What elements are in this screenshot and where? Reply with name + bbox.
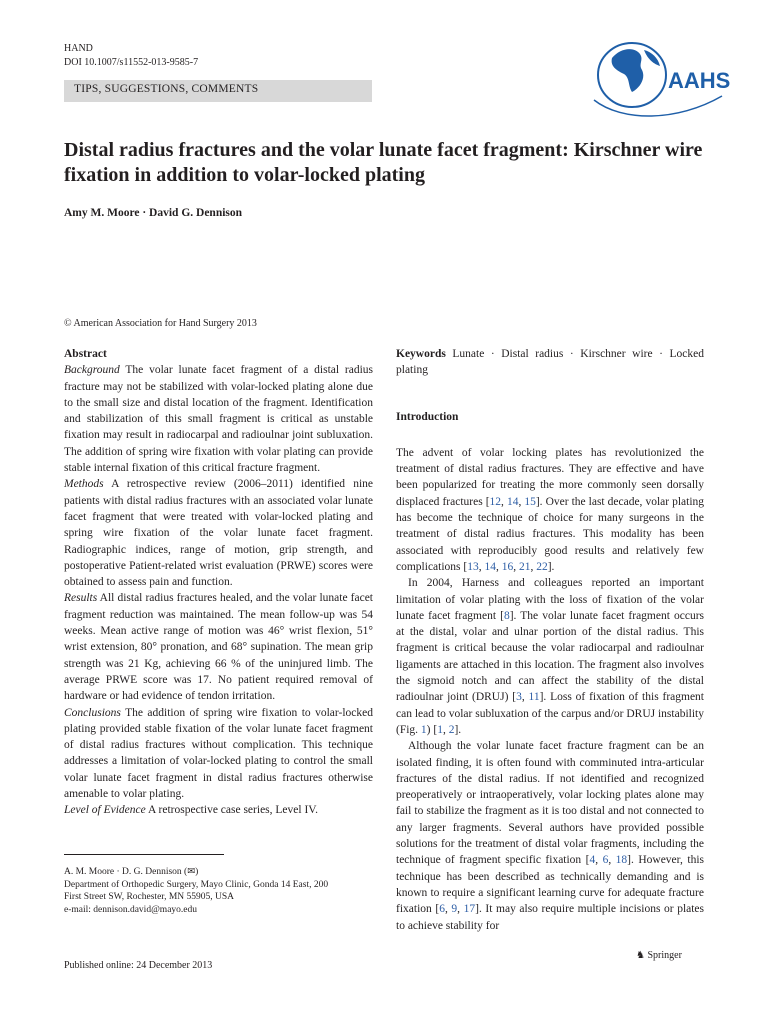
authors: Amy M. Moore · David G. Dennison <box>64 207 243 219</box>
paragraph-text: ) [ <box>426 723 438 736</box>
author-footnote <box>64 866 373 916</box>
citation-link[interactable]: 13 <box>467 560 479 573</box>
citation-link[interactable]: 1 <box>420 723 427 736</box>
journal-name: HAND <box>64 43 93 54</box>
paragraph-text: ]. However, this technique has been described as technically demanding and is known to require a significant learning curve for adequate fracture fixation [ <box>396 854 704 916</box>
paragraph-text: , <box>530 560 537 573</box>
citation-link[interactable]: 12 <box>489 495 502 508</box>
citation-link[interactable]: 4 <box>589 854 596 867</box>
globe-icon <box>582 30 732 125</box>
citation-link[interactable]: 21 <box>518 560 531 573</box>
footnote-dept: Department of Orthopedic Surgery, Mayo Clinic, Gonda 14 East, 200 <box>64 879 329 890</box>
citation-link[interactable]: 16 <box>501 560 514 573</box>
citation-link[interactable]: 14 <box>506 495 519 508</box>
methods-text: A retrospective review (2006–2011) identified nine patients with distal radius fractures with an associated volar lunate facet fragment that were treated with volar-locked plating and spring wire fixation of the volar lunate facet fragment. Radiographic indices, range of motion, grip strength, and postoperative Patient-related wrist evaluation (PRWE) scores were obtained to assess pain and function. <box>64 478 373 589</box>
paragraph-text: , <box>513 560 519 573</box>
published-date: Published online: 24 December 2013 <box>64 960 213 971</box>
intro-heading: Introduction <box>396 410 459 423</box>
paragraph-text: , <box>495 560 502 573</box>
paragraph-text: ]. <box>454 723 462 736</box>
intro-paragraph-1 <box>396 445 704 575</box>
publisher-name: Springer <box>647 950 682 961</box>
citation-link[interactable]: 15 <box>524 495 536 508</box>
logo-text: AAHS <box>668 68 731 93</box>
citation-link[interactable]: 17 <box>463 903 476 916</box>
background-text: The volar lunate facet fragment of a distal radius fracture may not be stabilized with volar-locked plating alone due to the small size and distal location of the fragment. Identification and stabilization of this small fragment is critical as unstable fixation may result in radiocarpal and radioulnar joint subluxation. The addition of spring wire fixation with volar plating can provide stable internal fixation of this critical fracture fragment. <box>64 364 373 475</box>
level-label: Level of Evidence <box>64 804 146 817</box>
citation-link[interactable]: 1 <box>437 723 443 736</box>
intro-paragraph-3 <box>396 738 704 934</box>
citation-link[interactable]: 6 <box>602 854 609 867</box>
aahs-logo <box>582 30 732 125</box>
paragraph-text: ]. Over the last decade, volar plating has become the technique of choice for many surgeons in the treatment of distal radius fractures. This modality has been associated with reproducibly good results and relatively few complications [ <box>396 495 705 573</box>
citation-link[interactable]: 3 <box>516 691 522 704</box>
paragraph-text: , <box>457 903 464 916</box>
citation-link[interactable]: 14 <box>484 560 496 573</box>
footnote-divider <box>64 854 224 855</box>
abstract <box>64 346 373 819</box>
paragraph-text: ]. The volar lunate facet fragment occurs at the distal, volar and ulnar portion of the distal radius. This fragment is critical because the volar radiocarpal and radioulnar ligaments are attached in this location. The fragment also involves the sigmoid notch and can affect the stability of the distal radioulnar joint (DRUJ) [ <box>396 609 704 704</box>
citation-link[interactable]: 22 <box>536 560 548 573</box>
citation-link[interactable]: 8 <box>503 609 510 622</box>
paragraph-text: , <box>521 691 529 704</box>
citation-link[interactable]: 18 <box>615 854 628 867</box>
body-column <box>396 346 704 934</box>
citation-link[interactable]: 9 <box>451 903 458 916</box>
keywords-text: Lunate · Distal radius · Kirschner wire · Locked plating <box>396 348 704 377</box>
background-label: Background <box>64 364 120 377</box>
paragraph-text: , <box>501 495 507 508</box>
conclusions-label: Conclusions <box>64 706 121 719</box>
results-label: Results <box>64 592 98 605</box>
citation-link[interactable]: 2 <box>448 723 455 736</box>
paragraph-text: In 2004, Harness and colleagues reported an important limitation of volar plating with the loss of fixation of the volar lunate facet fragment [ <box>396 577 704 622</box>
paragraph-text: Although the volar lunate facet fracture fragment can be an isolated finding, it is often found with comminuted intra-articular fractures of the distal radius. If not identified and recognized preoperatively or intraoperatively, volar locking plates alone may fail to stabilize the fragment as it is too distal and not connected to any larger fragments. Several authors have provided possible solutions for the treatment of distal volar fragments, including the technique of fragment specific fixation [ <box>396 740 704 867</box>
doi: DOI 10.1007/s11552-013-9585-7 <box>64 57 199 68</box>
paragraph-text: ]. <box>547 560 555 573</box>
paragraph-text: , <box>478 560 485 573</box>
methods-label: Methods <box>64 478 104 491</box>
paragraph-text: , <box>442 723 449 736</box>
section-label: TIPS, SUGGESTIONS, COMMENTS <box>64 80 372 102</box>
footnote-names: A. M. Moore · D. G. Dennison (✉) <box>64 867 199 877</box>
publisher <box>636 950 682 961</box>
paragraph-text: , <box>518 495 525 508</box>
citation-link[interactable]: 11 <box>528 691 540 704</box>
paragraph-text: The advent of volar locking plates has revolutionized the treatment of distal radius fractures. They are effective and have been popularized for treating the more commonly seen dorsally displaced fractures [ <box>396 446 704 508</box>
footnote-email[interactable]: e-mail: dennison.david@mayo.edu <box>64 904 198 915</box>
copyright: © American Association for Hand Surgery 2013 <box>64 318 257 329</box>
conclusions-text: The addition of spring wire fixation to volar-locked plating provided stable fixation of the volar lunate facet fragment of distal radius fractures without complication. This technique addresses a limitation of volar-locked plating to control the small volar lunate facet fragment in distal radius fractures otherwise amenable to volar plating. <box>64 706 373 801</box>
paragraph-text: ]. Loss of fixation of this fragment can lead to volar subluxation of the carpus and/or DRUJ instability (Fig. <box>396 691 705 736</box>
intro-paragraph-2 <box>396 575 704 738</box>
article-title: Distal radius fractures and the volar lunate facet fragment: Kirschner wire fixation in addition to volar-locked plating <box>64 139 703 186</box>
citation-link[interactable]: 6 <box>439 903 445 916</box>
paragraph-text: , <box>608 854 616 867</box>
level-text: A retrospective case series, Level IV. <box>145 804 318 817</box>
results-text: All distal radius fractures healed, and the volar lunate facet fragment reduction was maintained. The mean follow-up was 54 weeks. Mean active range of motion was 46° wrist flexion, 51° wrist extension, 80° pronation, and 68° supination. The mean grip strength was 21 Kg, achieving 66 % of the uninjured limb. The average PRWE score was 17. No patient required removal of hardware or had evidence of tendon irritation. <box>64 592 373 703</box>
paragraph-text: , <box>595 854 603 867</box>
paragraph-text: , <box>444 903 452 916</box>
paragraph-text: ]. It may also require multiple incisions or plates to achieve stability for <box>396 903 705 932</box>
footnote-address: First Street SW, Rochester, MN 55905, USA <box>64 892 235 902</box>
springer-horse-icon: ♞ <box>636 950 645 961</box>
keywords-label: Keywords <box>396 348 446 360</box>
abstract-heading: Abstract <box>64 348 107 360</box>
